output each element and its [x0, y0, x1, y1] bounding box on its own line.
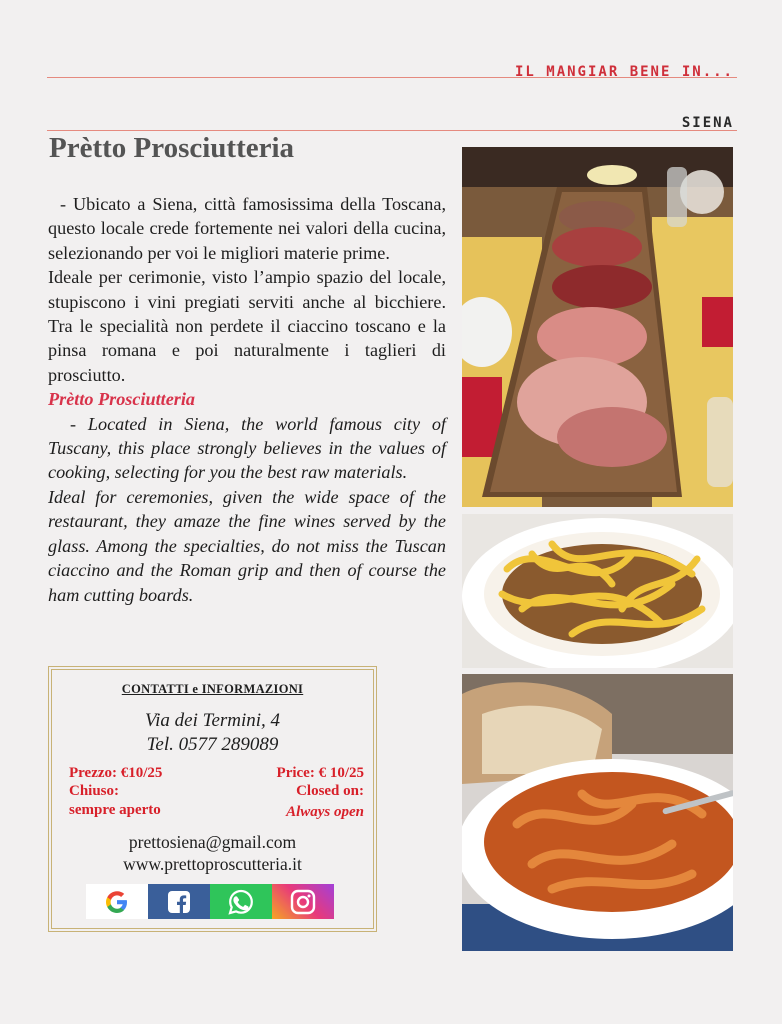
email-link[interactable]: prettosiena@gmail.com [128, 832, 297, 852]
en-paragraph-2: Ideal for ceremonies, given the wide space of the restaurant, they amaze the fine wines served by the glass. Among the specialties, do not miss the Tuscan ciaccino and the Roman grip and then of course the ham cutting boards. [48, 486, 446, 605]
price-it: Prezzo: €10/25 [69, 765, 163, 781]
it-paragraph-2: Ideale per cerimonie, visto l’ampio spazio del locale, stupiscono i vini pregiati serviti anche al bicchiere. Tra le specialità non perdete il ciaccino toscano e la pinsa romana e poi naturalmente i taglieri di prosciutto. [48, 267, 446, 385]
tripe-dish-photo [462, 674, 733, 951]
facebook-icon[interactable] [148, 884, 210, 919]
charcuterie-board-photo [462, 147, 733, 507]
instagram-icon[interactable] [272, 884, 334, 919]
page-title: Prètto Prosciutteria [49, 132, 295, 164]
closed-label-en: Closed on: [296, 783, 364, 799]
english-title: Prètto Prosciutteria [48, 389, 196, 410]
google-icon[interactable] [86, 884, 148, 919]
pasta-photo [462, 514, 733, 668]
contact-box [48, 666, 377, 932]
header-rule-bottom [47, 130, 737, 131]
website-link[interactable]: www.prettoproscutteria.it [123, 854, 302, 874]
social-icons [86, 884, 334, 919]
closed-label-it: Chiuso: [69, 783, 120, 799]
closed-value-en: Always open [286, 804, 364, 820]
header-kicker: IL MANGIAR BENE IN... [514, 64, 734, 80]
address: Via dei Termini, 4 [144, 710, 281, 731]
closed-value-it: sempre aperto [69, 802, 161, 818]
en-paragraph-1: - Located in Siena, the world famous city of Tuscany, this place strongly believes in the values of cooking, selecting for you the best raw materials. [48, 413, 446, 483]
english-section [48, 412, 446, 607]
article-body [48, 192, 446, 607]
header-city: SIENA [681, 115, 734, 131]
phone-number: Tel. 0577 289089 [146, 734, 279, 755]
tripe-illustration [462, 674, 733, 951]
pasta-illustration [462, 514, 733, 668]
it-paragraph-1: - Ubicato a Siena, città famosissima della Toscana, questo locale crede fortemente nei valori della cucina, selezionando per voi le migliori materie prime. [48, 194, 446, 263]
price-en: Price: € 10/25 [276, 765, 364, 781]
whatsapp-icon[interactable] [210, 884, 272, 919]
contact-title: CONTATTI e INFORMAZIONI [121, 682, 304, 696]
charcuterie-illustration [462, 147, 733, 507]
